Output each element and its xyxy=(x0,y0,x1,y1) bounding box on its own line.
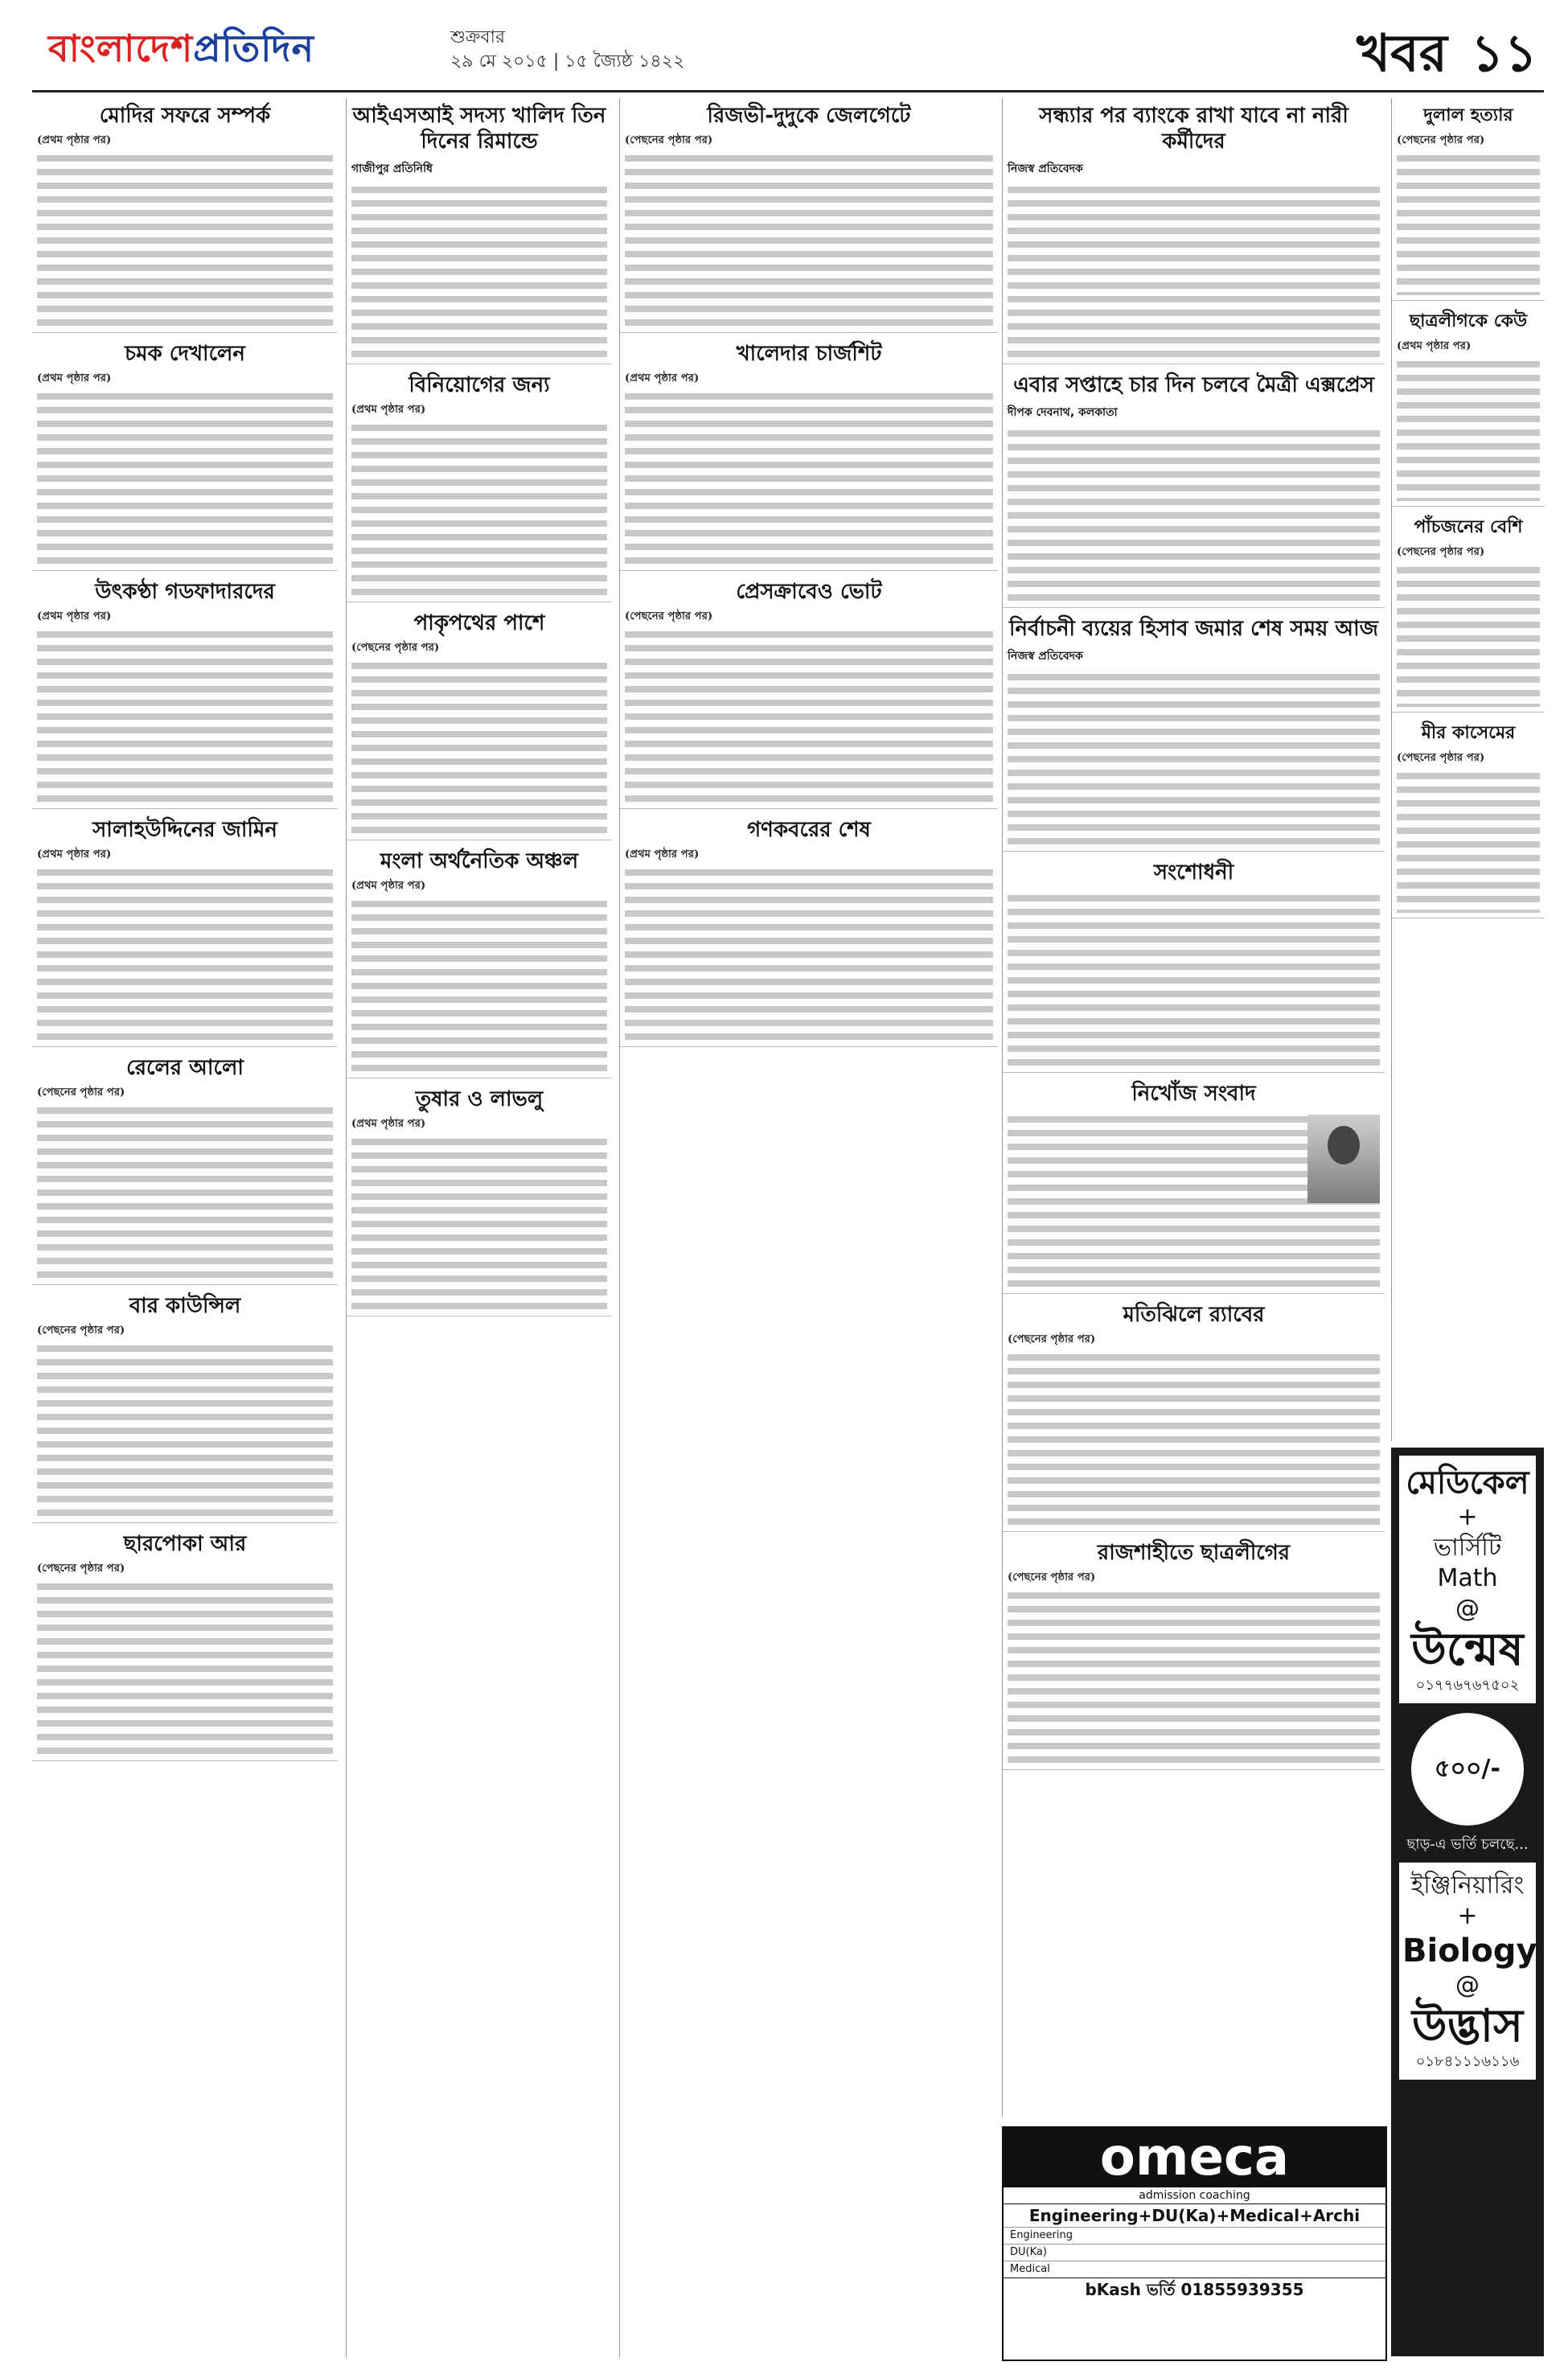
article xyxy=(32,341,338,571)
article-byline: নিজস্ব প্রতিবেদক xyxy=(1008,650,1083,663)
article xyxy=(1003,616,1385,852)
article-lead: (প্রথম পৃষ্ঠার পর) xyxy=(351,880,426,892)
article-text-block xyxy=(625,388,993,565)
article-headline: আইএসআই সদস্য খালিদ তিন দিনের রিমান্ডে xyxy=(352,104,606,154)
article-headline: পাকৃপথের পাশে xyxy=(413,611,545,635)
article xyxy=(620,579,998,809)
article-text-block xyxy=(351,658,607,835)
omeca-row: Medical xyxy=(1004,2261,1385,2277)
article-body xyxy=(37,1324,333,1337)
column-4 xyxy=(1002,98,1385,2117)
article-headline: এবার সপ্তাহে চার দিন চলবে মৈত্রী এক্সপ্রেস xyxy=(1013,373,1374,397)
article xyxy=(347,103,612,364)
article xyxy=(1392,515,1545,713)
omeca-row: Engineering xyxy=(1004,2227,1385,2244)
article-text-block xyxy=(351,1134,607,1311)
article-headline: পাঁচজনের বেশি xyxy=(1414,517,1523,537)
article xyxy=(32,1055,338,1285)
masthead xyxy=(32,14,1544,87)
article-headline: খালেদার চার্জশিট xyxy=(736,342,882,366)
article-text-block xyxy=(1397,150,1540,295)
article-text-block xyxy=(37,388,333,565)
article-body xyxy=(625,848,993,861)
article-lead: (প্রথম পৃষ্ঠার পর) xyxy=(37,372,112,384)
article-body xyxy=(37,848,333,861)
omeca-row: DU(Ka) xyxy=(1004,2244,1385,2261)
article-headline: রাজশাহীতে ছাত্রলীগের xyxy=(1097,1541,1291,1565)
article-lead: (পেছনের পৃষ্ঠার পর) xyxy=(37,1086,125,1099)
article xyxy=(32,103,338,333)
article-text-block xyxy=(351,896,607,1073)
article-headline: মতিঝিলে র‍্যাবের xyxy=(1123,1303,1265,1327)
article xyxy=(32,1293,338,1523)
ad-phone: ০১৮৪১১১৬১১৬ xyxy=(1415,2053,1520,2070)
article-text-block xyxy=(37,1341,333,1518)
article-text-block xyxy=(1397,356,1540,501)
ad-line: ইঞ্জিনিয়ারিং xyxy=(1410,1871,1525,1900)
article xyxy=(347,610,612,840)
article-body xyxy=(351,879,607,893)
article-text-block xyxy=(625,150,993,327)
article xyxy=(32,817,338,1047)
article-headline: রিজভী-দুদুকে জেলগেটে xyxy=(707,104,911,128)
article-lead: (পেছনের পৃষ্ঠার পর) xyxy=(351,642,440,654)
article-byline: নিজস্ব প্রতিবেদক xyxy=(1008,162,1083,175)
article xyxy=(1003,1540,1385,1770)
day-name: শুক্রবার xyxy=(450,27,506,47)
newspaper-logo xyxy=(48,21,314,82)
article-headline: দুলাল হত্যার xyxy=(1423,105,1513,125)
ad-line: + xyxy=(1457,1503,1478,1531)
article-body xyxy=(1397,133,1540,147)
article-lead: (প্রথম পৃষ্ঠার পর) xyxy=(37,610,112,622)
article-lead: (প্রথম পৃষ্ঠার পর) xyxy=(37,134,112,146)
column-2 xyxy=(346,98,612,2358)
column-1 xyxy=(32,98,338,2358)
article xyxy=(1392,103,1545,301)
article xyxy=(347,372,612,602)
article-byline: দীপক দেবনাথ, কলকাতা xyxy=(1008,406,1118,419)
ad-brand: উন্মেষ xyxy=(1411,1624,1524,1676)
article-text-block xyxy=(1397,768,1540,913)
article-body xyxy=(37,372,333,385)
article xyxy=(1003,372,1385,608)
article-headline: মোদির সফরে সম্পর্ক xyxy=(99,104,271,128)
article-body xyxy=(625,610,993,623)
dateline xyxy=(450,26,684,74)
article-byline: গাজীপুর প্রতিনিধি xyxy=(351,162,433,175)
article-text-block xyxy=(1008,669,1380,846)
article-lead: (পেছনের পৃষ্ঠার পর) xyxy=(625,610,713,622)
article-body xyxy=(37,1086,333,1099)
omeca-courses: Engineering+DU(Ka)+Medical+Archi xyxy=(1004,2204,1385,2227)
advertisement-unmesh-udvash xyxy=(1391,1448,1544,2356)
missing-person-photo xyxy=(1307,1115,1380,1203)
ad-line: + xyxy=(1457,1902,1478,1930)
article-text-block xyxy=(625,865,993,1041)
article-lead: (প্রথম পৃষ্ঠার পর) xyxy=(37,848,112,860)
article-lead: (পেছনের পৃষ্ঠার পর) xyxy=(1397,134,1485,146)
article-text-block xyxy=(1008,425,1380,602)
article xyxy=(32,579,338,809)
article-lead: (প্রথম পৃষ্ঠার পর) xyxy=(351,1118,426,1130)
article-lead: (পেছনের পৃষ্ঠার পর) xyxy=(625,134,713,146)
article-headline: ছাত্রলীগকে কেউ xyxy=(1409,311,1528,331)
article-lead: (পেছনের পৃষ্ঠার পর) xyxy=(37,1325,125,1337)
article-body xyxy=(1397,339,1540,353)
article-text-block xyxy=(351,182,607,359)
article-body xyxy=(1397,545,1540,559)
article-lead: (পেছনের পৃষ্ঠার পর) xyxy=(1008,1571,1096,1583)
article-lead: (প্রথম পৃষ্ঠার পর) xyxy=(1397,340,1472,352)
omeca-logo: omeca xyxy=(1004,2128,1385,2187)
article xyxy=(1392,309,1545,507)
article-headline: সন্ধ্যার পর ব্যাংকে রাখা যাবে না নারী কর্মীদের xyxy=(1039,104,1348,154)
ad-brand: উদ্ভাস xyxy=(1411,2000,1524,2052)
article-headline: গণকবরের শেষ xyxy=(747,818,871,842)
article-text-block xyxy=(37,865,333,1041)
article-body xyxy=(351,403,607,417)
article-headline: ছারপোকা আর xyxy=(123,1532,247,1556)
article xyxy=(347,848,612,1078)
article-text-block xyxy=(37,150,333,327)
omeca-tagline: admission coaching xyxy=(1139,2189,1250,2202)
article xyxy=(1003,1302,1385,1532)
logo-part2: প্রতিদিন xyxy=(193,27,315,70)
ad-line: Biology xyxy=(1402,1932,1537,1969)
article-headline: নির্বাচনী ব্যয়ের হিসাব জমার শেষ সময় আজ xyxy=(1009,617,1378,641)
article-body xyxy=(1008,1571,1380,1584)
ad-line: ভার্সিটি Math xyxy=(1433,1534,1502,1592)
logo-part1: বাংলাদেশ xyxy=(48,27,194,70)
article-text-block xyxy=(37,1579,333,1756)
article-text-block xyxy=(37,1103,333,1279)
article-body xyxy=(1397,751,1540,765)
article-text-block xyxy=(351,420,607,597)
ad-phone: ০১৭৭৬৭৬৭৫০২ xyxy=(1415,1677,1520,1694)
article-headline: মংলা অর্থনৈতিক অঞ্চল xyxy=(380,849,579,873)
ad-line: মেডিকেল xyxy=(1406,1464,1529,1501)
article-body xyxy=(351,1117,607,1131)
column-3 xyxy=(619,98,998,2358)
article-text-block xyxy=(1008,182,1380,359)
article-lead: (পেছনের পৃষ্ঠার পর) xyxy=(1397,752,1485,764)
article-headline: উৎকণ্ঠা গডফাদারদের xyxy=(95,580,275,604)
article xyxy=(32,1531,338,1761)
article-text-block xyxy=(1008,1587,1380,1764)
article-headline: বার কাউন্সিল xyxy=(129,1294,241,1318)
article xyxy=(347,1086,612,1316)
article-headline: প্রেসক্রাবেও ভোট xyxy=(736,580,882,604)
article-body xyxy=(37,1562,333,1575)
article xyxy=(1003,103,1385,364)
article-headline: তুষার ও লাভলু xyxy=(415,1087,544,1111)
article-body xyxy=(37,610,333,623)
ad-offer-note: ছাড়-এ ভর্তি চলছে... xyxy=(1406,1836,1529,1853)
article xyxy=(620,817,998,1047)
article-body xyxy=(351,641,607,655)
section-title: খবর xyxy=(1357,24,1447,84)
article-body xyxy=(625,133,993,147)
ad-line: @ xyxy=(1455,1595,1480,1623)
advertisement-omeca xyxy=(1002,2126,1387,2361)
article xyxy=(1003,1081,1385,1294)
article xyxy=(1392,721,1545,918)
article-text-block xyxy=(1008,1349,1380,1526)
article-headline: সংশোধনী xyxy=(1153,860,1234,885)
article-body xyxy=(625,372,993,385)
page-number: ১১ xyxy=(1470,24,1537,84)
article xyxy=(1003,860,1385,1073)
article-lead: (পেছনের পৃষ্ঠার পর) xyxy=(37,1563,125,1575)
article-headline: মীর কাসেমের xyxy=(1421,723,1516,743)
article-text-block xyxy=(625,626,993,803)
omeca-bkash: bKash ভর্তি 01855939355 xyxy=(1004,2277,1385,2301)
article-text-block xyxy=(37,626,333,803)
article xyxy=(620,103,998,333)
article-headline: বিনিয়োগের জন্য xyxy=(408,373,550,397)
ad-offer-badge: ৫০০/- xyxy=(1411,1713,1524,1826)
article xyxy=(620,341,998,571)
date-text: ২৯ মে ২০১৫ | ১৫ জ্যৈষ্ঠ ১৪২২ xyxy=(450,51,685,72)
article-text-block xyxy=(1008,890,1380,1067)
article-headline: রেলের আলো xyxy=(126,1056,244,1080)
ad-line: @ xyxy=(1455,1971,1480,1999)
article-lead: (প্রথম পৃষ্ঠার পর) xyxy=(351,404,426,416)
article-lead: (পেছনের পৃষ্ঠার পর) xyxy=(1397,546,1485,558)
article-headline: নিখোঁজ সংবাদ xyxy=(1131,1082,1256,1106)
article-lead: (প্রথম পৃষ্ঠার পর) xyxy=(625,372,700,384)
article-lead: (পেছনের পৃষ্ঠার পর) xyxy=(1008,1333,1096,1345)
article-headline: সালাহউদ্দিনের জামিন xyxy=(92,818,277,842)
article-lead: (প্রথম পৃষ্ঠার পর) xyxy=(625,848,700,860)
article-body xyxy=(1008,1333,1380,1346)
article-text-block xyxy=(1397,562,1540,707)
masthead-rule xyxy=(32,90,1544,92)
article-headline: চমক দেখালেন xyxy=(125,342,245,366)
column-5 xyxy=(1391,98,1545,1441)
article-body xyxy=(37,133,333,147)
